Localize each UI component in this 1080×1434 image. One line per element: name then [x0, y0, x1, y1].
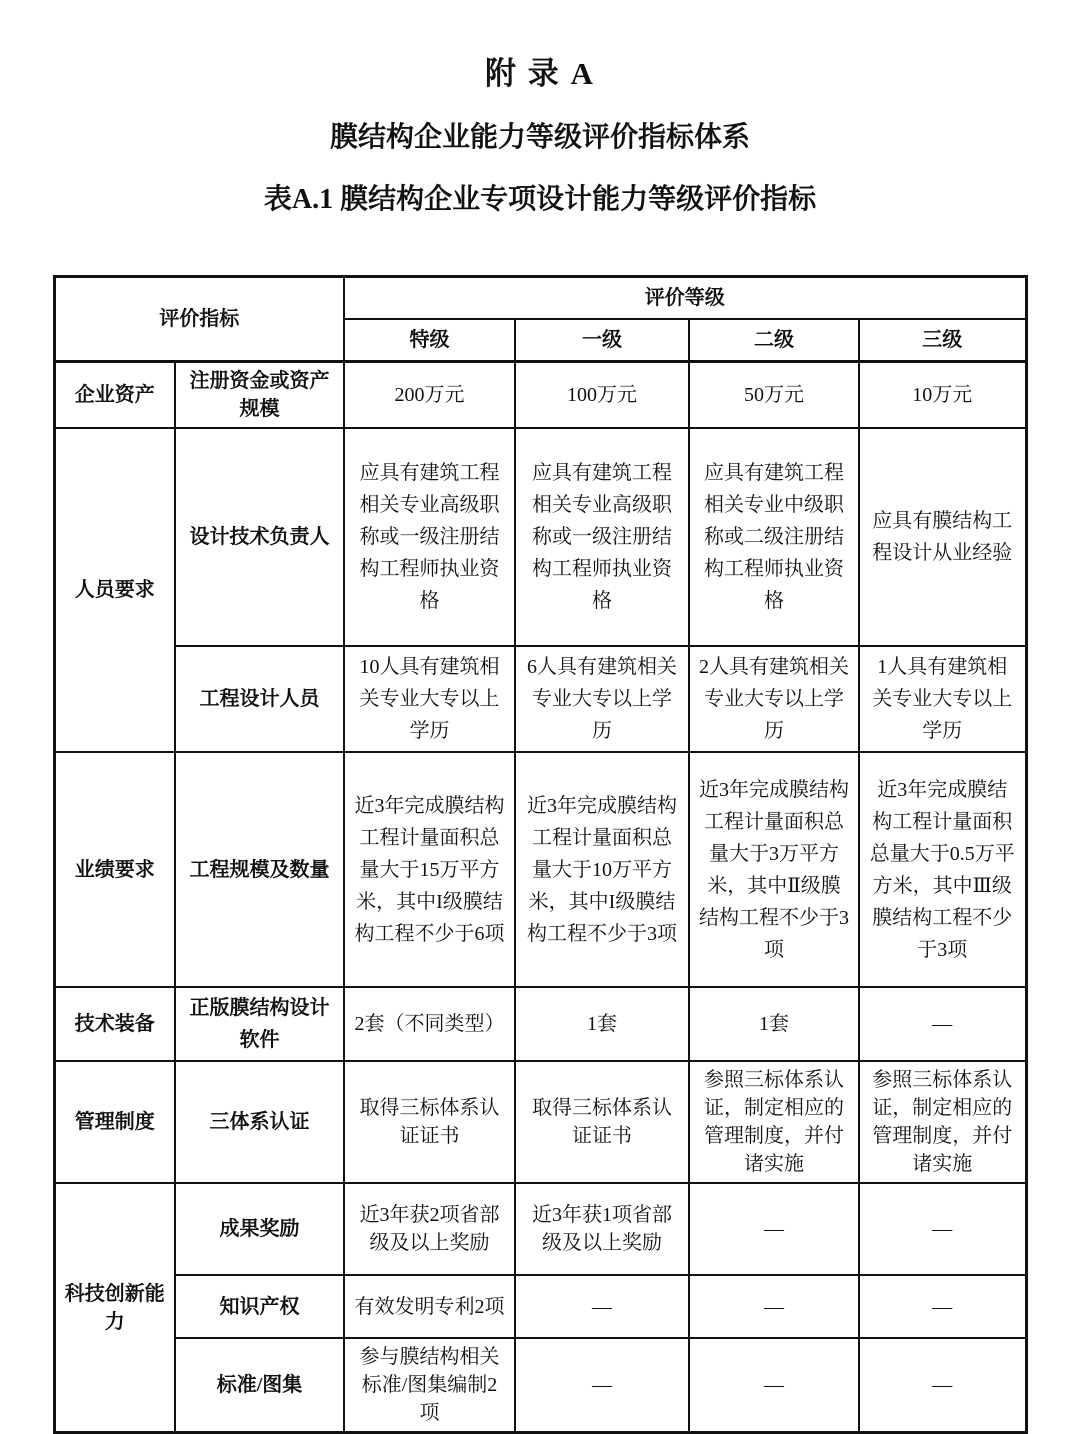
grade-header-cell-3: 二级 [689, 319, 859, 362]
value-cell: 2人具有建筑相关专业大专以上学历 [689, 646, 859, 752]
indicator-cell: 正版膜结构设计软件 [175, 987, 344, 1061]
value-cell: — [515, 1338, 689, 1433]
value-cell: — [515, 1275, 689, 1338]
value-cell: 近3年完成膜结构工程计量面积总量大于0.5万平方米，其中Ⅲ级膜结构工程不少于3项 [859, 752, 1026, 987]
value-cell: — [859, 1338, 1026, 1433]
category-cell: 科技创新能力 [54, 1183, 175, 1433]
value-cell: 近3年完成膜结构工程计量面积总量大于3万平方米，其中Ⅱ级膜结构工程不少于3项 [689, 752, 859, 987]
value-cell: 应具有建筑工程相关专业高级职称或一级注册结构工程师执业资格 [515, 428, 689, 646]
system-title: 膜结构企业能力等级评价指标体系 [329, 122, 750, 153]
value-cell: 取得三标体系认证证书 [515, 1061, 689, 1183]
category-cell: 企业资产 [54, 362, 175, 429]
table-row [54, 1338, 1026, 1433]
value-cell: 应具有建筑工程相关专业中级职称或二级注册结构工程师执业资格 [689, 428, 859, 646]
indicator-cell: 注册资金或资产规模 [175, 362, 344, 429]
value-cell: 近3年获2项省部级及以上奖励 [344, 1183, 515, 1275]
value-cell: — [859, 987, 1026, 1061]
grade-header-cell-4: 三级 [859, 319, 1026, 362]
indicator-cell: 知识产权 [175, 1275, 344, 1338]
value-cell: — [859, 1183, 1026, 1275]
grade-group-header-cell: 评价等级 [344, 277, 1026, 320]
table-row [54, 428, 1026, 646]
value-cell: 6人具有建筑相关专业大专以上学历 [515, 646, 689, 752]
header-row-1 [54, 277, 1026, 320]
index-header-cell: 评价指标 [54, 277, 344, 362]
value-cell: 参照三标体系认证，制定相应的管理制度，并付诸实施 [859, 1061, 1026, 1183]
table-row [54, 1275, 1026, 1338]
evaluation-table [53, 275, 1028, 1434]
value-cell: 有效发明专利2项 [344, 1275, 515, 1338]
value-cell: — [859, 1275, 1026, 1338]
category-cell: 技术装备 [54, 987, 175, 1061]
table-row [54, 987, 1026, 1061]
category-cell: 人员要求 [54, 428, 175, 752]
value-cell: 参与膜结构相关标准/图集编制2项 [344, 1338, 515, 1433]
indicator-cell: 工程规模及数量 [175, 752, 344, 987]
indicator-cell: 设计技术负责人 [175, 428, 344, 646]
value-cell: 50万元 [689, 362, 859, 429]
table-row [54, 752, 1026, 987]
indicator-cell: 成果奖励 [175, 1183, 344, 1275]
category-cell: 业绩要求 [54, 752, 175, 987]
value-cell: 应具有建筑工程相关专业高级职称或一级注册结构工程师执业资格 [344, 428, 515, 646]
indicator-cell: 标准/图集 [175, 1338, 344, 1433]
value-cell: 1套 [515, 987, 689, 1061]
indicator-cell: 三体系认证 [175, 1061, 344, 1183]
grade-header-cell-1: 特级 [344, 319, 515, 362]
value-cell: 10万元 [859, 362, 1026, 429]
value-cell: 1套 [689, 987, 859, 1061]
indicator-cell: 工程设计人员 [175, 646, 344, 752]
value-cell: 近3年完成膜结构工程计量面积总量大于10万平方米，其中I级膜结构工程不少于3项 [515, 752, 689, 987]
table-row [54, 1061, 1026, 1183]
table-header [54, 277, 1026, 362]
value-cell: 近3年获1项省部级及以上奖励 [515, 1183, 689, 1275]
table-row [54, 1183, 1026, 1275]
title-block [0, 48, 1080, 217]
grade-header-cell-2: 一级 [515, 319, 689, 362]
table-title: 表A.1 膜结构企业专项设计能力等级评价指标 [263, 184, 817, 215]
category-cell: 管理制度 [54, 1061, 175, 1183]
value-cell: 10人具有建筑相关专业大专以上学历 [344, 646, 515, 752]
table-body [54, 362, 1026, 1433]
value-cell: 1人具有建筑相关专业大专以上学历 [859, 646, 1026, 752]
value-cell: — [689, 1183, 859, 1275]
value-cell: 参照三标体系认证，制定相应的管理制度，并付诸实施 [689, 1061, 859, 1183]
table-row [54, 646, 1026, 752]
table-row [54, 362, 1026, 429]
value-cell: 应具有膜结构工程设计从业经验 [859, 428, 1026, 646]
value-cell: — [689, 1338, 859, 1433]
value-cell: 近3年完成膜结构工程计量面积总量大于15万平方米，其中I级膜结构工程不少于6项 [344, 752, 515, 987]
value-cell: 取得三标体系认证证书 [344, 1061, 515, 1183]
appendix-title: 附 录 A [485, 56, 595, 91]
value-cell: — [689, 1275, 859, 1338]
value-cell: 100万元 [515, 362, 689, 429]
value-cell: 200万元 [344, 362, 515, 429]
value-cell: 2套（不同类型） [344, 987, 515, 1061]
